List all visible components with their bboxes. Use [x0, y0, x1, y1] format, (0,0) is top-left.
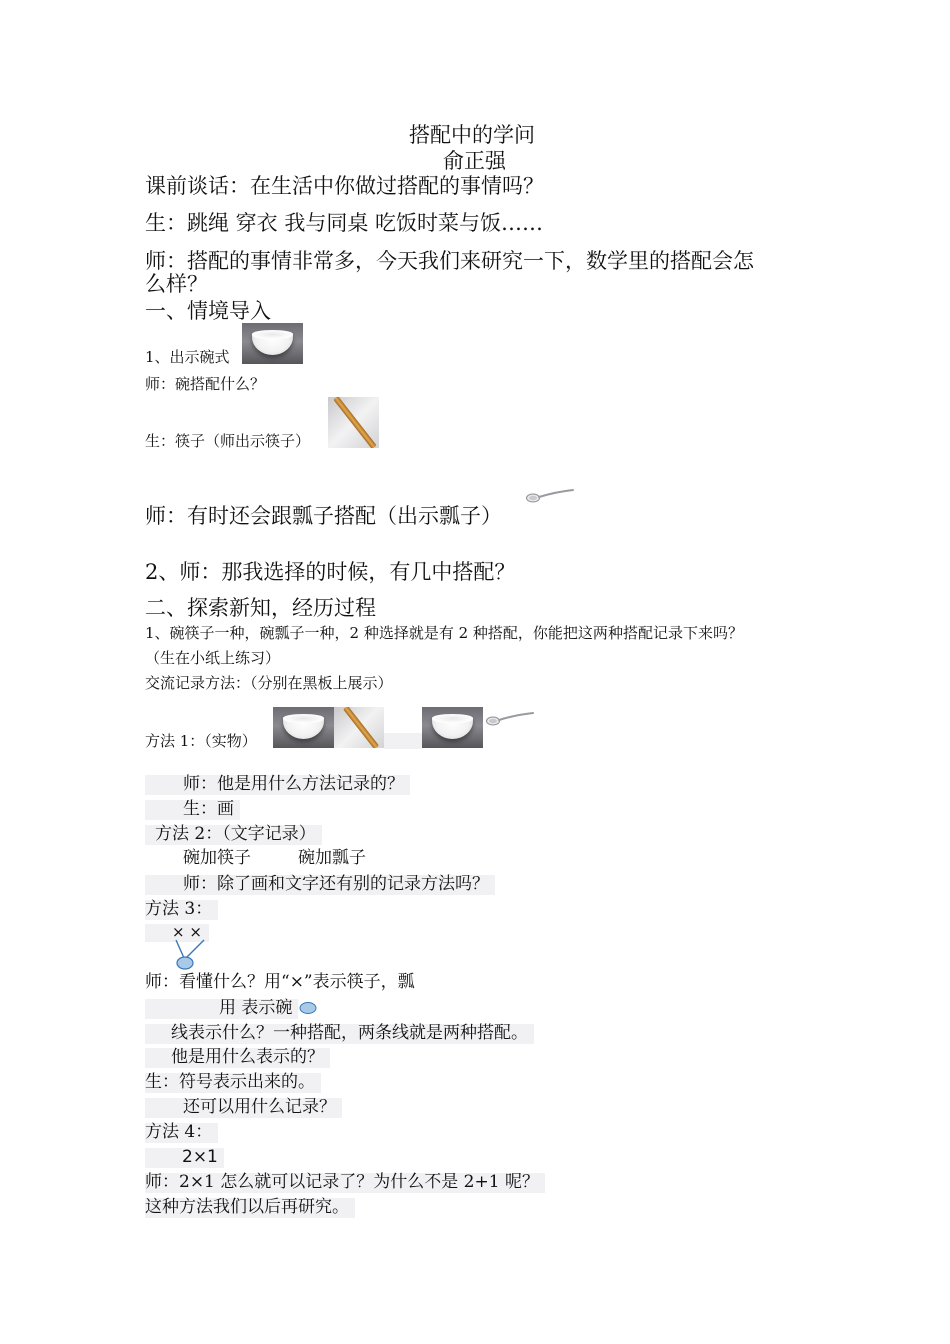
spoon-photo-icon [525, 488, 575, 504]
method-2-teacher-line: 师：除了画和文字还有别的记录方法吗？ [145, 875, 495, 895]
method-3-teacher-line-d: 他是用什么表示的？ [145, 1048, 330, 1068]
step-2-question-line: 2、师：那我选择的时候，有几中搭配？ [145, 560, 516, 584]
method-3-label: 方法 3： [145, 900, 218, 920]
method-3-lines-diagram [170, 938, 210, 972]
method-3-oval-symbol-icon [298, 1001, 318, 1015]
document-title: 搭配中的学问 [409, 123, 535, 147]
method-1-student-line: 生：画 [145, 800, 240, 820]
method-3-student-line: 生：符号表示出来的。 [145, 1073, 321, 1093]
method-3-teacher-line-c: 线表示什么？一种搭配，两条线就是两种搭配。 [145, 1024, 534, 1044]
method-4-teacher-line: 师：2×1 怎么就可以记录了？为什么不是 2+1 呢？ [145, 1173, 545, 1193]
chopsticks-photo-icon [328, 397, 379, 448]
method-2-combo-1: 碗加筷子 [183, 848, 251, 868]
method-4-label: 方法 4： [145, 1123, 218, 1143]
teacher-spoon-line: 师：有时还会跟瓢子搭配（出示瓢子） [145, 504, 502, 528]
section-1-heading: 一、情境导入 [145, 299, 271, 323]
method-3-teacher-line-e: 还可以用什么记录？ [145, 1098, 342, 1118]
bowl-photo-icon [242, 323, 303, 364]
method-1-gap [384, 733, 422, 749]
exchange-methods-line: 交流记录方法：（分别在黑板上展示） [145, 674, 393, 692]
teacher-ask-bowl-line: 师：碗搭配什么？ [145, 375, 266, 393]
method-1-bowl-icon-2 [422, 707, 483, 748]
method-4-formula: 2×1 [145, 1148, 224, 1168]
method-4-closing-line: 这种方法我们以后再研究。 [145, 1198, 355, 1218]
method-1-chopsticks-icon [334, 707, 384, 748]
method-2-combo-2: 碗加瓢子 [298, 848, 366, 868]
step-1-bowl-line: 1、出示碗式 [145, 348, 230, 366]
document-author: 俞正强 [443, 149, 506, 173]
student-examples-line: 生：跳绳 穿衣 我与同桌 吃饭时菜与饭…… [145, 211, 544, 235]
teacher-intro-line-2: 么样？ [145, 272, 208, 296]
method-2-label: 方法 2：（文字记录） [145, 825, 322, 845]
method-3-teacher-line-b: 用 表示碗 [145, 999, 298, 1019]
method-1-spoon-icon [485, 711, 535, 727]
explore-line-1: 1、碗筷子一种，碗瓢子一种，2 种选择就是有 2 种搭配，你能把这两种搭配记录下来吗？ [145, 624, 743, 642]
method-3-crosses: × × [172, 923, 202, 941]
method-1-bowl-icon [273, 707, 334, 748]
explore-line-2: （生在小纸上练习） [145, 649, 281, 667]
student-chopsticks-line: 生：筷子（师出示筷子） [145, 432, 311, 450]
blue-oval-icon [177, 957, 193, 969]
section-2-heading: 二、探索新知，经历过程 [145, 596, 376, 620]
method-1-teacher-line: 师：他是用什么方法记录的？ [145, 775, 410, 795]
teacher-intro-line-1: 师：搭配的事情非常多，今天我们来研究一下，数学里的搭配会怎 [145, 249, 754, 273]
method-3-teacher-line-a: 师：看懂什么？用“×”表示筷子，瓢 [145, 972, 415, 992]
method-1-label: 方法 1：（实物） [145, 732, 257, 750]
pre-talk-line: 课前谈话：在生活中你做过搭配的事情吗？ [145, 174, 544, 198]
